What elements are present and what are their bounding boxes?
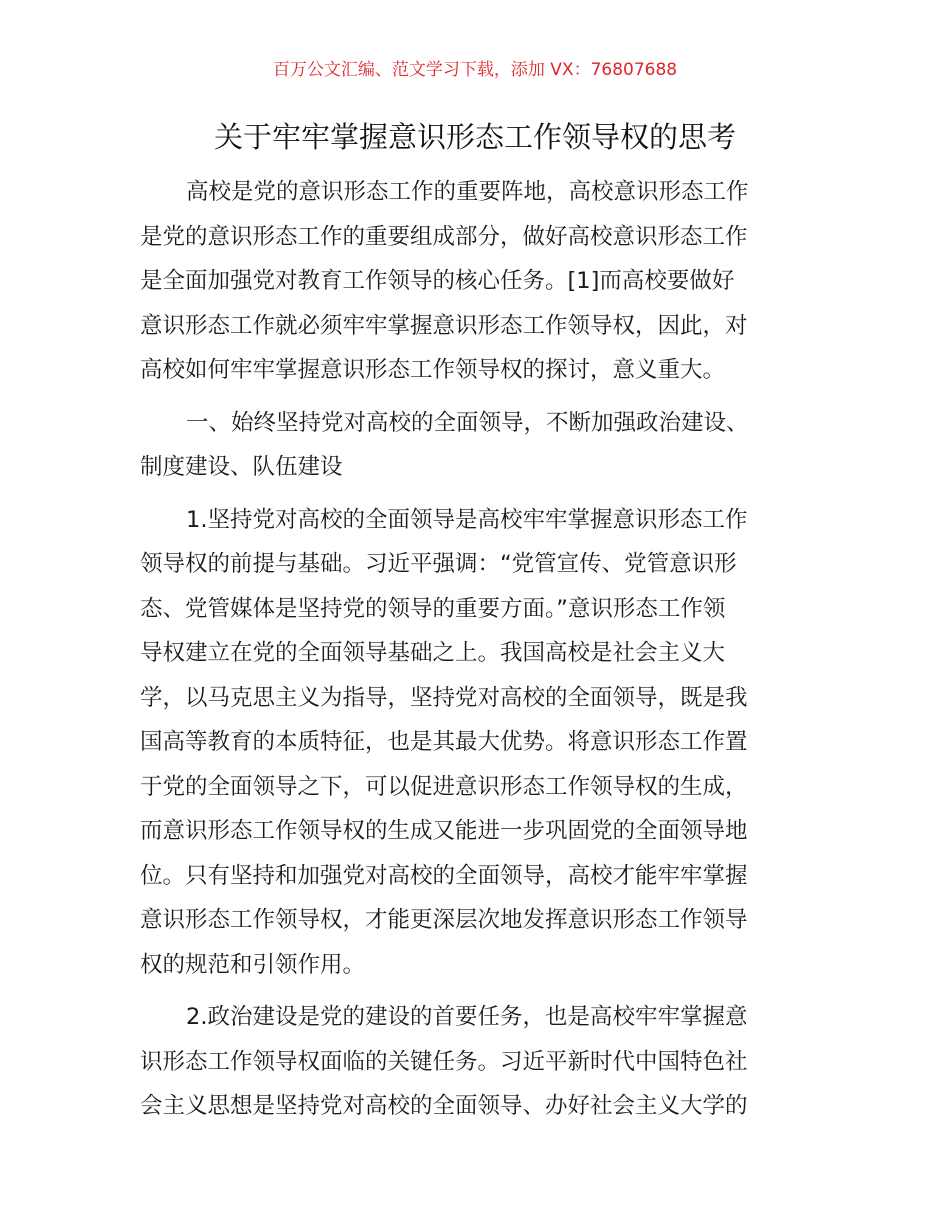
text-line: 会主义思想是坚持党对高校的全面领导、办好社会主义大学的 — [140, 1093, 748, 1119]
text-line: 意识形态工作就必须牢牢掌握意识形态工作领导权，因此，对 — [140, 312, 748, 339]
text-line: 1.坚持党对高校的全面领导是高校牢牢掌握意识形态工作 — [186, 506, 748, 533]
text-line: 权的规范和引领作用。 — [140, 951, 366, 978]
text-line: 2.政治建设是党的建设的首要任务，也是高校牢牢掌握意 — [186, 1004, 748, 1030]
document-title: 关于牢牢掌握意识形态工作领导权的思考 — [213, 120, 736, 154]
text-line: 一、始终坚持党对高校的全面领导，不断加强政治建设、 — [186, 409, 749, 436]
watermark-header: 百万公文汇编、范文学习下载，添加 VX：76807688 — [272, 60, 678, 80]
text-line: 是全面加强党对教育工作领导的核心任务。[1]而高校要做好 — [140, 268, 735, 294]
paragraph-point-2 — [140, 995, 830, 1129]
paragraph-point-1 — [140, 498, 830, 988]
text-line: 学，以马克思主义为指导，坚持党对高校的全面领导，既是我 — [140, 684, 748, 711]
text-line: 制度建设、队伍建设 — [140, 454, 343, 480]
text-line: 高校如何牢牢掌握意识形态工作领导权的探讨，意义重大。 — [140, 357, 726, 383]
text-line: 国高等教育的本质特征，也是其最大优势。将意识形态工作置 — [140, 729, 748, 755]
text-line: 态、党管媒体是坚持党的领导的重要方面。”意识形态工作领 — [140, 595, 726, 622]
text-line: 意识形态工作领导权，才能更深层次地发挥意识形态工作领导 — [140, 907, 748, 933]
section-heading-1 — [140, 401, 830, 490]
text-line: 位。只有坚持和加强党对高校的全面领导，高校才能牢牢掌握 — [140, 862, 748, 889]
text-line: 导权建立在党的全面领导基础之上。我国高校是社会主义大 — [140, 640, 726, 666]
text-line: 识形态工作领导权面临的关键任务。习近平新时代中国特色社 — [140, 1048, 748, 1075]
text-line: 高校是党的意识形态工作的重要阵地，高校意识形态工作 — [186, 179, 749, 205]
text-line: 而意识形态工作领导权的生成又能进一步巩固党的全面领导地 — [140, 818, 748, 844]
text-line: 领导权的前提与基础。习近平强调：“党管宣传、党管意识形 — [140, 551, 737, 577]
text-line: 是党的意识形态工作的重要组成部分，做好高校意识形态工作 — [140, 223, 748, 250]
document-body — [140, 170, 830, 1129]
paragraph-intro — [140, 170, 830, 393]
text-line: 于党的全面领导之下，可以促进意识形态工作领导权的生成， — [140, 773, 748, 800]
